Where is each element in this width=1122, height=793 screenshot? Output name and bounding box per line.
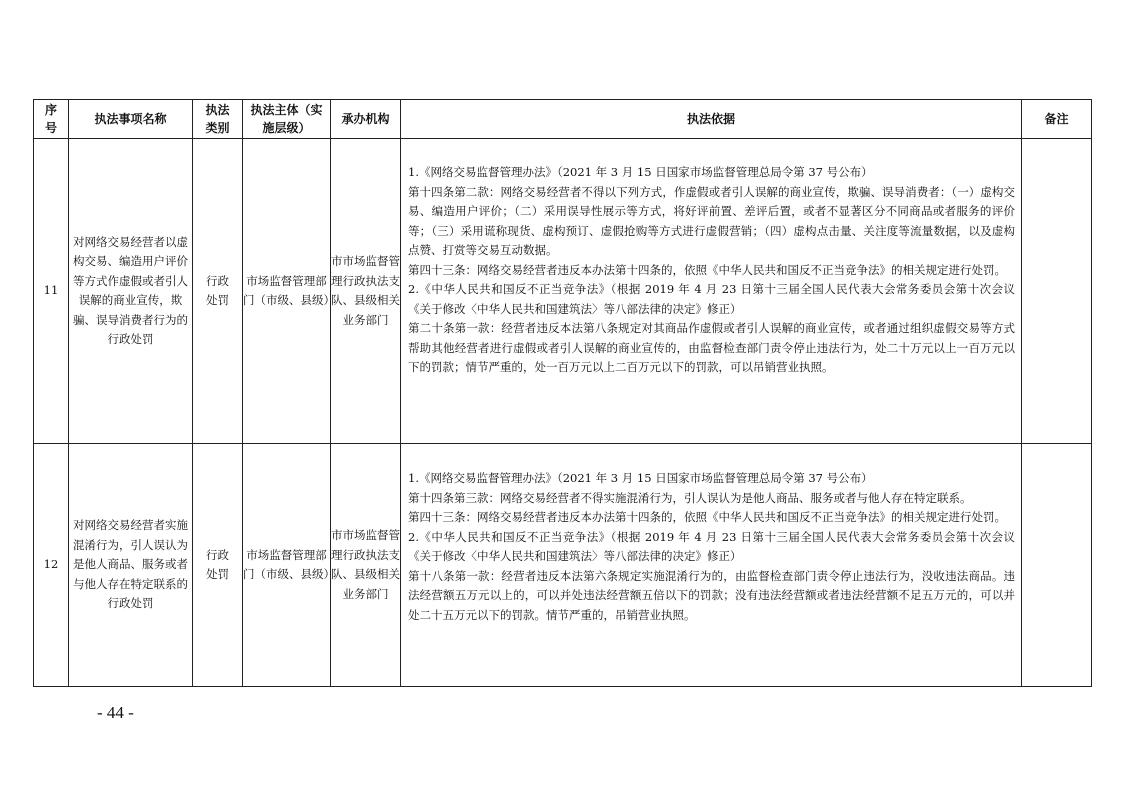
basis-line: 第四十三条：网络交易经营者违反本办法第十四条的，依照《中华人民共和国反不正当竞争法》的相关规定进行处罚。 (408, 510, 1006, 524)
row-subject: 市场监督管理部门（市级、县级） (243, 139, 331, 444)
row-remark (1022, 139, 1092, 444)
basis-line: 第十八条第一款：经营者违反本法第六条规定实施混淆行为的，由监督检查部门责令停止违法行为，没收违法商品。违法经营额五万元以上的，可以并处违法经营额五倍以下的罚款；没有违法经营额或者违法经营额不足五万元的，可以并处二十五万元以下的罚款。情节严重的，吊销营业执照。 (408, 568, 1015, 622)
basis-line: 第十四条第二款：网络交易经营者不得以下列方式，作虚假或者引人误解的商业宣传，欺骗、误导消费者：（一）虚构交易、编造用户评价；（二）采用误导性展示等方式，将好评前置、差评后置，或者不显著区分不同商品或者服务的评价等；（三）采用谎称现货、虚构预订、虚假抢购等方式进行虚假营销；（四）虚构点击量、关注度等流量数据，以及虚构点赞、打赏等交易互动数据。 (408, 184, 1015, 257)
header-subject: 执法主体（实施层级） (243, 100, 331, 139)
header-row (34, 100, 1092, 139)
row-remark (1022, 444, 1092, 687)
row-dept: 市市场监督管理行政执法支队、县级相关业务部门 (331, 139, 401, 444)
row-seq: 11 (34, 139, 69, 444)
row-basis (401, 139, 1022, 444)
basis-line: 1.《网络交易监督管理办法》（2021 年 3 月 15 日国家市场监督管理总局令第 37 号公布） (408, 165, 873, 179)
row-type: 行政处罚 (193, 444, 243, 687)
header-type: 执法类别 (193, 100, 243, 139)
row-seq: 12 (34, 444, 69, 687)
basis-line: 第十四条第三款：网络交易经营者不得实施混淆行为，引人误认为是他人商品、服务或者与他人存在特定联系。 (408, 490, 972, 505)
table-row (34, 444, 1092, 687)
header-dept: 承办机构 (331, 100, 401, 139)
row-basis (401, 444, 1022, 687)
row-name: 对网络交易经营者实施混淆行为，引人误认为是他人商品、服务或者与他人存在特定联系的行政处罚 (69, 444, 193, 687)
table-row (34, 139, 1092, 444)
header-seq: 序号 (34, 100, 69, 139)
header-name: 执法事项名称 (69, 100, 193, 139)
row-dept: 市市场监督管理行政执法支队、县级相关业务部门 (331, 444, 401, 687)
basis-line: 1.《网络交易监督管理办法》（2021 年 3 月 15 日国家市场监督管理总局令第 37 号公布） (408, 471, 873, 485)
basis-line: 2.《中华人民共和国反不正当竞争法》（根据 2019 年 4 月 23 日第十三届全国人民代表大会常务委员会第十次会议《关于修改〈中华人民共和国建筑法〉等八部法律的决定》修正） (408, 282, 1015, 316)
row-subject: 市场监督管理部门（市级、县级） (243, 444, 331, 687)
basis-line: 第四十三条：网络交易经营者违反本办法第十四条的，依照《中华人民共和国反不正当竞争法》的相关规定进行处罚。 (408, 262, 1006, 277)
row-name: 对网络交易经营者以虚构交易、编造用户评价等方式作虚假或者引人误解的商业宣传，欺骗、误导消费者行为的行政处罚 (69, 139, 193, 444)
basis-line: 第二十条第一款：经营者违反本法第八条规定对其商品作虚假或者引人误解的商业宣传，或者通过组织虚假交易等方式帮助其他经营者进行虚假或者引人误解的商业宣传的，由监督检查部门责令停止违法行为，处二十万元以上一百万元以下的罚款；情节严重的，处一百万元以上二百万元以下的罚款，可以吊销营业执照。 (408, 321, 1015, 374)
basis-line: 2.《中华人民共和国反不正当竞争法》（根据 2019 年 4 月 23 日第十三届全国人民代表大会常务委员会第十次会议《关于修改〈中华人民共和国建筑法〉等八部法律的决定》修正） (408, 529, 1015, 563)
page-number: - 44 - (97, 703, 134, 722)
header-basis: 执法依据 (401, 100, 1022, 139)
row-type: 行政处罚 (193, 139, 243, 444)
header-remark: 备注 (1022, 100, 1092, 139)
enforcement-table (33, 99, 1092, 687)
